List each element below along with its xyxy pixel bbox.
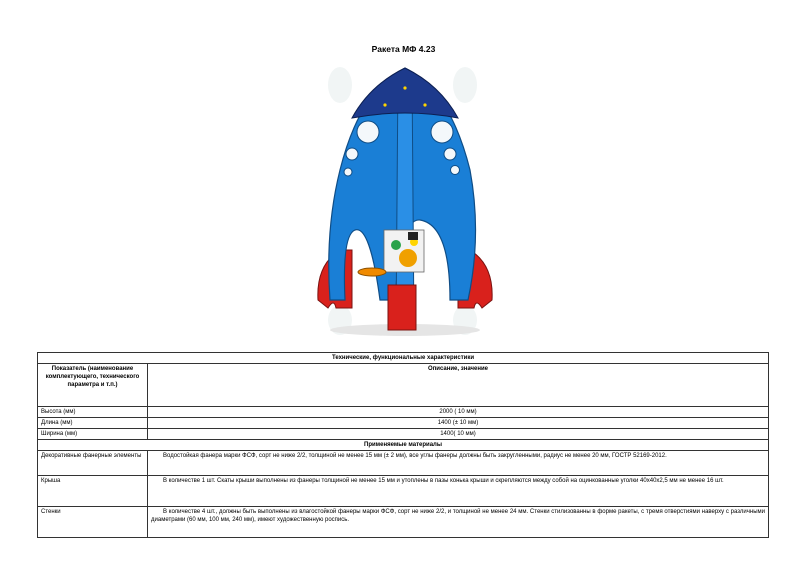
- row-value: Водостойкая фанера марки ФСФ, сорт не ниже 2/2, толщиной не менее 15 мм (± 2 мм), все углы фанеры должны быть закругленными, радиус не менее 20 мм, ГОСТР 52169-2012.: [148, 451, 769, 476]
- specifications-table: [37, 352, 769, 538]
- row-label: Высота (мм): [38, 407, 148, 418]
- table-row: [38, 418, 769, 429]
- row-label: Крыша: [38, 476, 148, 507]
- table-row: [38, 451, 769, 476]
- row-value: 1400( 10 мм): [148, 429, 769, 440]
- row-value: 2000 ( 10 мм): [148, 407, 769, 418]
- row-value: 1400 (± 10 мм): [148, 418, 769, 429]
- section-header-characteristics: Технические, функциональные характеристики: [38, 353, 769, 364]
- column-header-parameter: Показатель (наименование комплектующего, технического параметра и т.п.): [38, 364, 148, 407]
- table-row: [38, 429, 769, 440]
- row-label: Ширина (мм): [38, 429, 148, 440]
- rocket-drawing: [300, 60, 510, 345]
- table-row: [38, 407, 769, 418]
- row-label: Декоративные фанерные элементы: [38, 451, 148, 476]
- document-title: Ракета МФ 4.23: [371, 44, 436, 54]
- table-row: [38, 476, 769, 507]
- row-value: В количестве 1 шт. Скаты крыши выполнены из фанеры толщиной не менее 15 мм и утоплены в пазы конька крыши и скрепляются между собой на оцинкованные уголки 40х40х2,5 мм не менее 16 шт.: [148, 476, 769, 507]
- row-value: В количестве 4 шт., должны быть выполнены из влагостойкой фанеры марки ФСФ, сорт не ниже 2/2, и толщиной не менее 24 мм. Стенки стилизованны в форме ракеты, с тремя отверстиями наверху с различными диаметрами (60 мм, 100 мм, 240 мм), имеют художественную роспись.: [148, 507, 769, 538]
- table-row: [38, 507, 769, 538]
- row-label: Длина (мм): [38, 418, 148, 429]
- column-header-value: Описание, значение: [148, 364, 769, 407]
- section-header-materials: Применяемые материалы: [38, 440, 769, 451]
- row-label: Стенки: [38, 507, 148, 538]
- rocket-illustration: [300, 60, 510, 345]
